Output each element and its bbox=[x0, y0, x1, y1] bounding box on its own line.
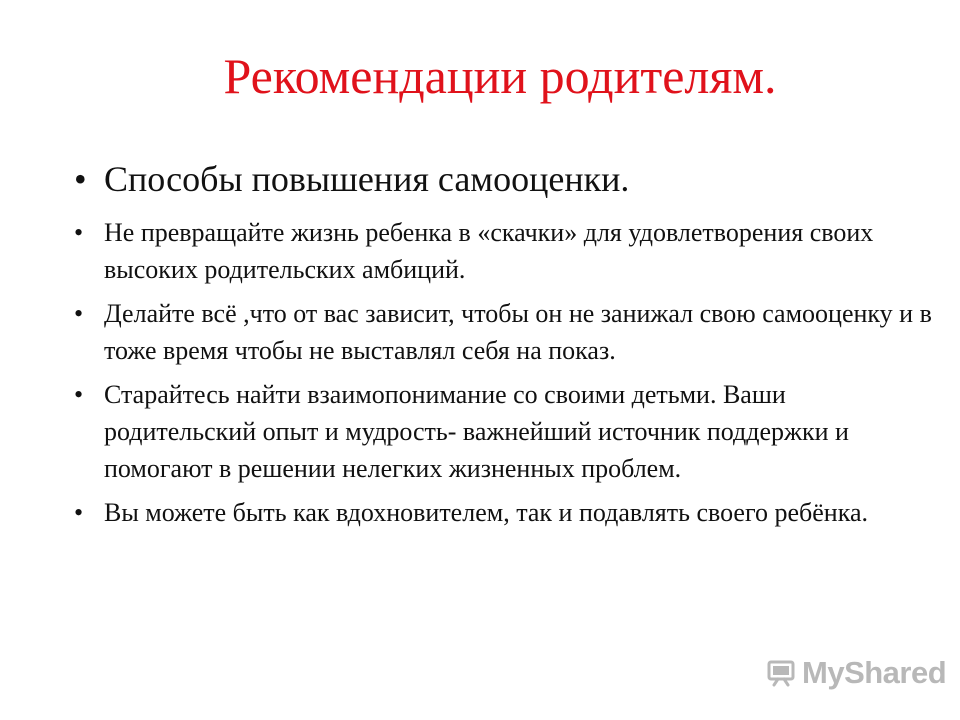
bullet-item: • Не превращайте жизнь ребенка в «скачки» для удовлетворения своих высоких родительских амбиций. bbox=[74, 214, 934, 288]
watermark bbox=[766, 656, 946, 690]
bullet-item: • Способы повышения самооценки. bbox=[74, 156, 934, 202]
watermark-text: MyShared bbox=[802, 655, 947, 690]
bullet-item: • Вы можете быть как вдохновителем, так и подавлять своего ребёнка. bbox=[74, 494, 934, 531]
slide-title: Рекомендации родителям. bbox=[223, 48, 777, 104]
bullet-item: • Старайтесь найти взаимопонимание со своими детьми. Ваши родительский опыт и мудрость- важнейший источник поддержки и помогают в решении нелегких жизненных проблем. bbox=[74, 376, 934, 487]
bullet-list bbox=[74, 156, 934, 538]
presentation-board-icon bbox=[766, 658, 796, 688]
bullet-item: • Делайте всё ,что от вас зависит, чтобы он не занижал свою самооценку и в тоже время чтобы не выставлял себя на показ. bbox=[74, 295, 934, 369]
